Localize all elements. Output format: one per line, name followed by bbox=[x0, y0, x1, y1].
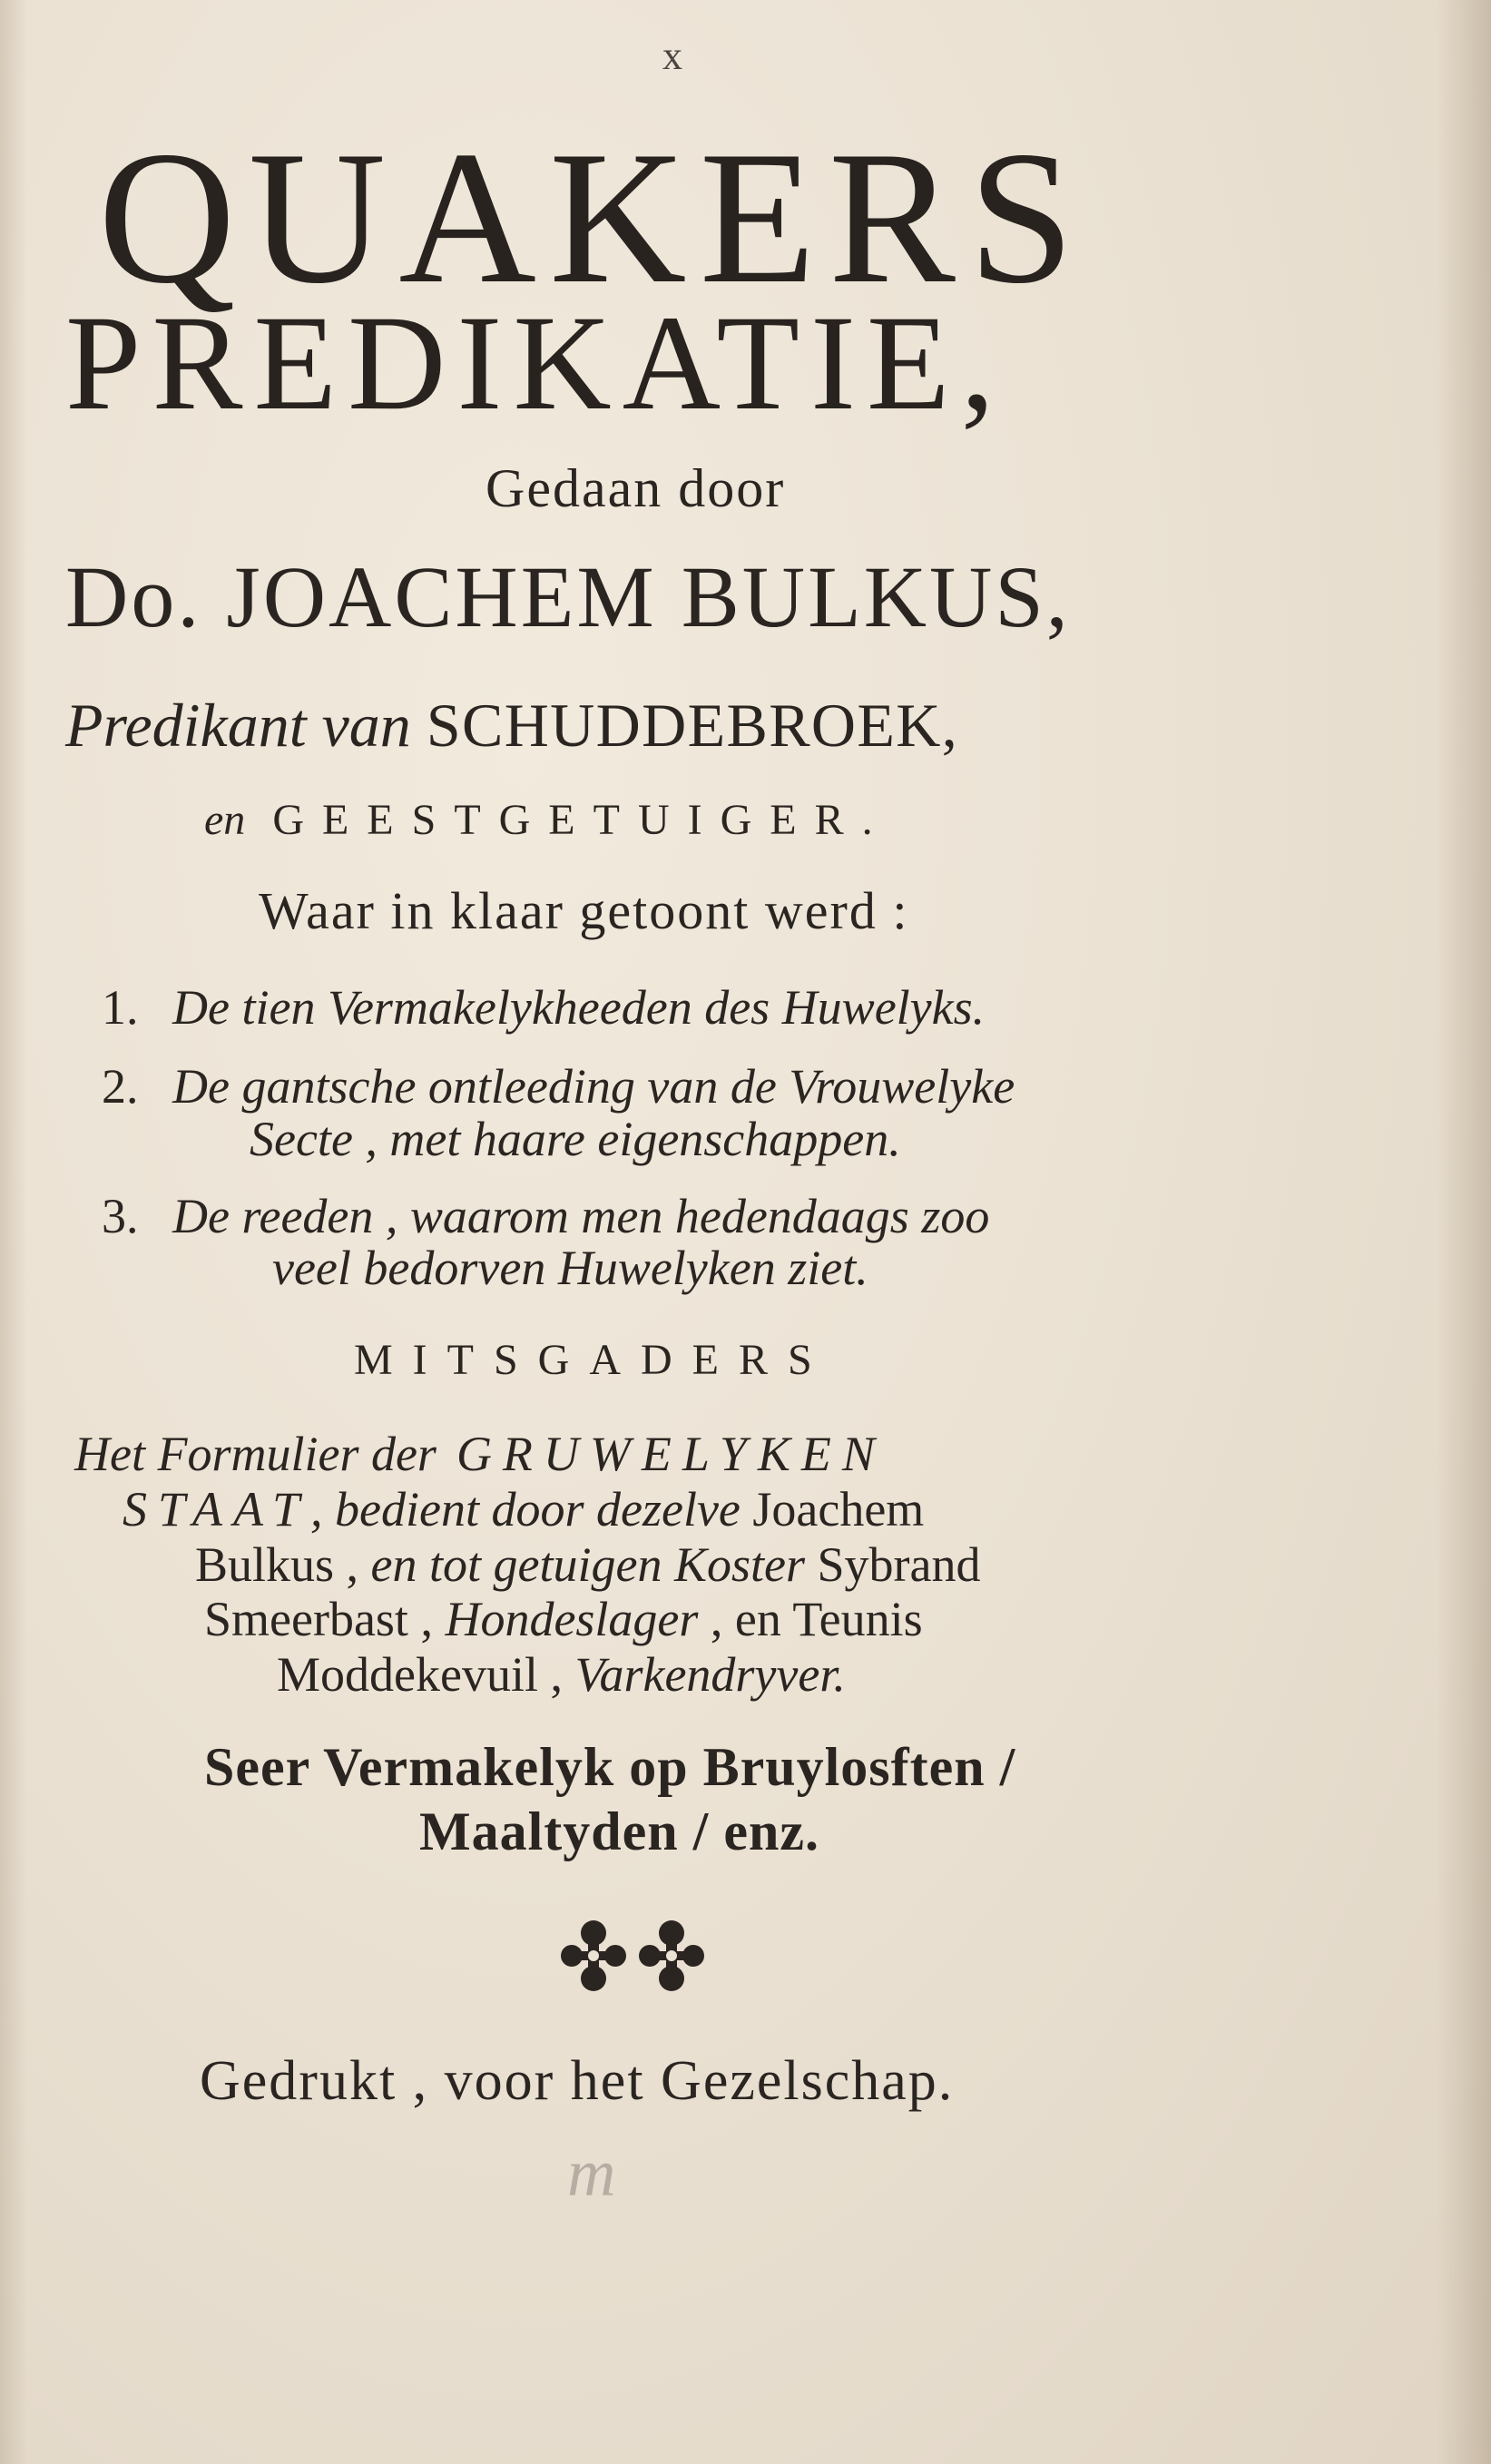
formulier-spaced: STAAT bbox=[123, 1482, 311, 1536]
blackletter-line-2: Maaltyden / enz. bbox=[419, 1801, 819, 1861]
list-item bbox=[102, 1189, 990, 1243]
secondary-role bbox=[204, 796, 891, 844]
formulier-spaced: GRUWELYKEN bbox=[456, 1427, 886, 1481]
secondary-role-prefix: en bbox=[204, 796, 246, 844]
list-item-text: De reeden , waarom men hedendaags zoo bbox=[172, 1189, 990, 1243]
list-item bbox=[102, 1059, 1015, 1114]
formulier-line-4 bbox=[204, 1592, 923, 1646]
formulier-roman: Sybrand bbox=[817, 1537, 981, 1592]
author-role bbox=[65, 691, 959, 760]
list-item-number: 1. bbox=[102, 980, 139, 1035]
title-line-1: QUAKERS bbox=[98, 113, 1087, 323]
author-name: Do. JOACHEM BULKUS, bbox=[65, 548, 1071, 645]
formulier-line-5 bbox=[277, 1647, 846, 1702]
formulier-text: Hondeslager bbox=[445, 1592, 699, 1646]
paper-edge-shadow-left bbox=[0, 0, 27, 2464]
imprint: Gedrukt , voor het Gezelschap. bbox=[200, 2050, 955, 2112]
printers-ornament-icon bbox=[555, 1906, 710, 2006]
formulier-roman: Joachem bbox=[752, 1482, 925, 1536]
formulier-roman: Smeerbast , bbox=[204, 1592, 433, 1646]
formulier-text: en tot getuigen Koster bbox=[370, 1537, 805, 1592]
formulier-roman: Moddekevuil , bbox=[277, 1647, 563, 1702]
title-line-2: PREDIKATIE, bbox=[65, 288, 1006, 438]
author-role-place: SCHUDDEBROEK, bbox=[426, 691, 959, 760]
list-item-number: 3. bbox=[102, 1189, 139, 1243]
section-heading: MITSGADERS bbox=[354, 1336, 832, 1384]
secondary-role-text: GEESTGETUIGER. bbox=[272, 796, 891, 844]
paper-edge-shadow-right bbox=[1437, 0, 1491, 2464]
list-item-number: 2. bbox=[102, 1059, 139, 1114]
formulier-text: Varkendryver. bbox=[574, 1647, 846, 1702]
handwritten-mark: m bbox=[567, 2136, 616, 2211]
list-item bbox=[102, 980, 986, 1035]
formulier-line-2 bbox=[123, 1482, 925, 1536]
formulier-roman: , en Teunis bbox=[710, 1592, 923, 1646]
formulier-roman: Bulkus , bbox=[195, 1537, 359, 1592]
formulier-line-1 bbox=[74, 1427, 886, 1481]
list-item-text: De gantsche ontleeding van de Vrouwelyke bbox=[172, 1059, 1015, 1114]
by-line: Gedaan door bbox=[486, 458, 786, 518]
intro-line: Waar in klaar getoont werd : bbox=[259, 881, 909, 940]
list-item-continuation: veel bedorven Huwelyken ziet. bbox=[272, 1241, 868, 1295]
formulier-text: Het Formulier der bbox=[74, 1427, 437, 1481]
top-mark: x bbox=[662, 34, 682, 78]
list-item-continuation: Secte , met haare eigenschappen. bbox=[250, 1112, 901, 1166]
list-item-text: De tien Vermakelykheeden des Huwelyks. bbox=[172, 980, 986, 1035]
author-role-prefix: Predikant van bbox=[65, 691, 411, 760]
blackletter-line-1: Seer Vermakelyk op Bruylosften / bbox=[204, 1737, 1016, 1797]
formulier-line-3 bbox=[195, 1537, 981, 1592]
formulier-text: , bedient door dezelve bbox=[310, 1482, 741, 1536]
